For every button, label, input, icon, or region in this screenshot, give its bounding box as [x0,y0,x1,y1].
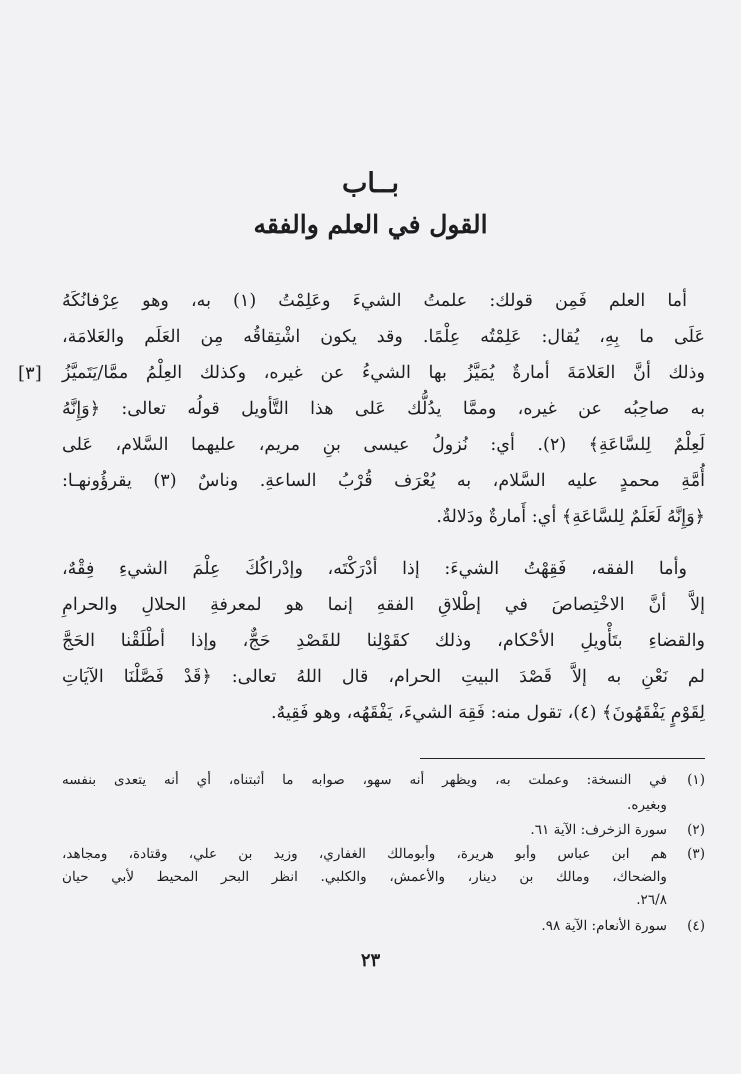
page-number: ٢٣ [360,950,381,971]
footnote-continuation: والضحاك، ومالك بن دينار، والأعمش، والكلبي. انظر البحر المحيط لأبي حيان [62,869,667,885]
text-line: إلاَّ أنَّ الاخْتِصاصَ في إطْلاقِ الفقهِ إنما هو لمعرفةِ الحلالِ والحرامِ [62,595,705,615]
text-line: وأما الفقه، فَقِهْتُ الشيءَ: إذا أدْرَكْتَه، وإدْراكُكَ عِلْمَ الشيءِ فِقْهٌ، [62,559,687,579]
footnote-number: (٢) [687,822,705,838]
text-line: لَعِلْمٌ لِلسَّاعَةِ﴾ (٢). أي: نُزولُ عيسى بنِ مريم، عليهما السَّلام، عَلى [62,435,706,455]
text-line: أُمَّةِ محمدٍ عليه السَّلام، به يُعْرَف قُرْبُ الساعةِ. وناسٌ (٣) يقرؤُونهـا: [62,471,706,491]
footnote [62,820,705,841]
text-line: عَلَى ما بِهِ، يُقال: عَلِمْتُه عِلْمًا. وقد يكون اشْتِقاقُه مِن العَلَم والعَلامَة، [62,327,705,347]
footnote-number: (٣) [687,846,705,862]
footnote-divider [420,758,705,759]
footnote-text: في النسخة: وعملت به، ويظهر أنه سهو، صوابه ما أثبتناه، أي أنه يتعدى بنفسه [62,772,667,788]
footnote [62,770,705,791]
chapter-title: بــاب [342,168,399,199]
margin-page-marker: [٣] [18,363,42,384]
footnote-continuation: ٢٦/٨. [636,892,667,908]
text-line: ﴿وَإِنَّهُ لَعَلَمٌ لِلسَّاعَةِ﴾ أي: أَمارةٌ ودَلالةٌ. [436,507,705,527]
text-line: لم نَعْنِ به إلاَّ قَصْدَ البيتِ الحرام، قال اللهُ تعالى: ﴿قَدْ فَصَّلْنَا الآيَاتِ [62,667,705,687]
text-line: أما العلم فَمِن قولك: علمتُ الشيءَ وعَلِمْتُ (١) به، وهو عِرْفانُكَهُ [62,291,687,311]
footnote [62,844,705,865]
footnote-number: (١) [687,772,705,788]
text-line: والقضاءِ بتَأْويلِ الأحْكام، وذلك كقَوْلِنا للقَصْدِ حَجٌّ، وإذا أطْلَقْنا الحَجَّ [62,631,705,651]
footnote [62,916,705,937]
footnote-text: سورة الأنعام: الآية ٩٨. [541,918,667,934]
text-line: وذلك أنَّ العَلامَةَ أمارةٌ يُمَيَّزُ بها الشيءُ عن غيره، وكذلك العِلْمُ ممَّا/يَتَميَّزُ [62,363,705,383]
text-line: به صاحِبُه عن غيره، وممَّا يدُلُّك عَلى هذا التَّأويل قولُه تعالى: ﴿وَإِنَّهُ [62,399,705,419]
footnote-text: هم ابن عباس وأبو هريرة، وأبومالك الغفاري، وزيد بن علي، وقتادة، ومجاهد، [62,846,667,862]
footnote-number: (٤) [687,918,705,934]
section-title: القول في العلم والفقه [253,210,488,239]
footnote-text: سورة الزخرف: الآية ٦١. [530,822,667,838]
text-line: لِقَوْمٍ يَفْقَهُونَ﴾ (٤)، تقول منه: فَقِهَ الشيءَ، يَفْقَهُه، وهو فَقِيهٌ. [270,703,705,723]
footnote-continuation: وبغيره. [627,797,667,813]
